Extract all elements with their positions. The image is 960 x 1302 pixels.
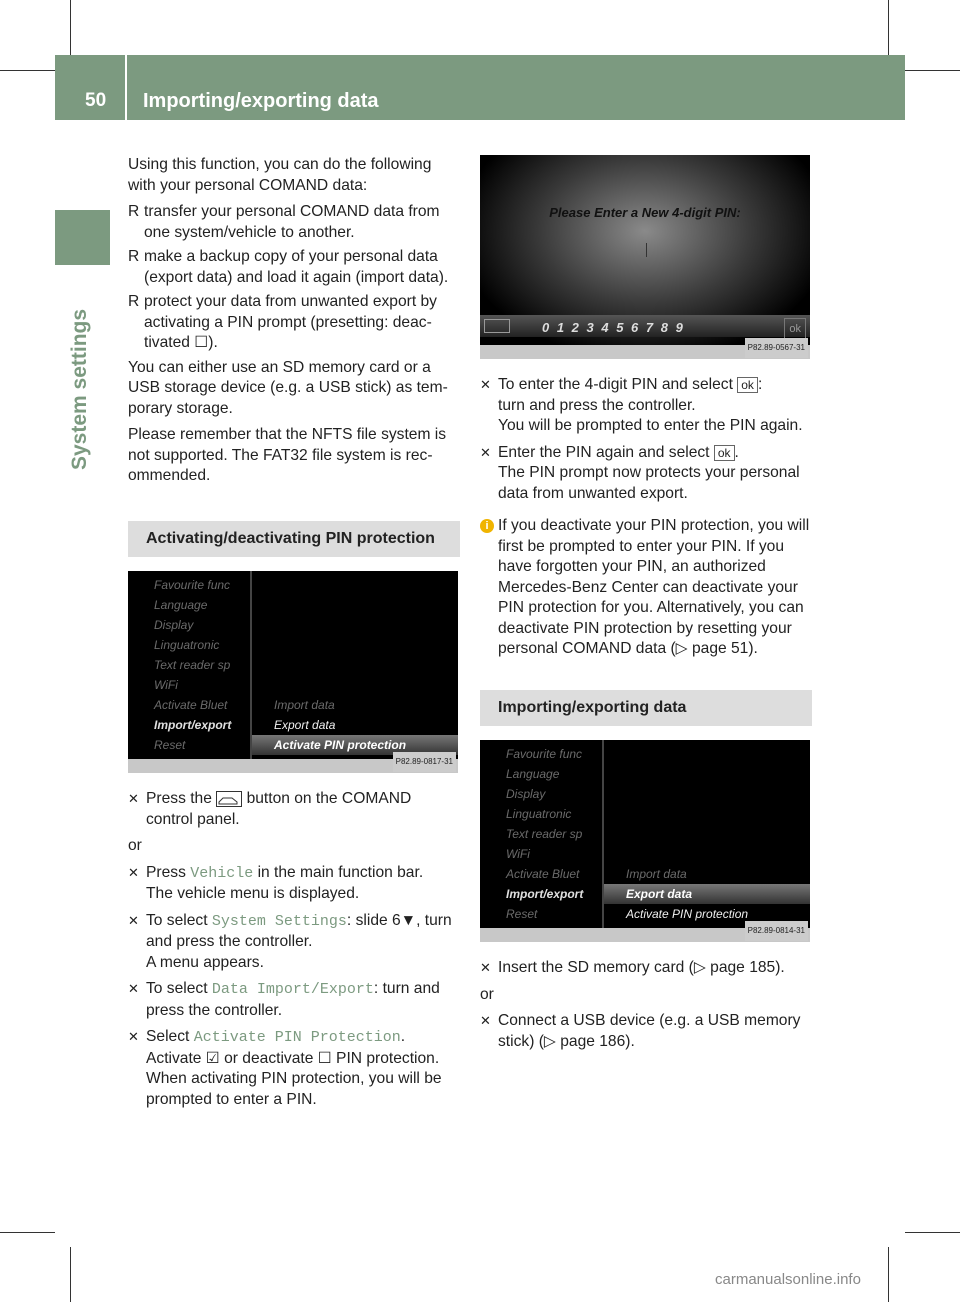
right-column	[480, 155, 812, 1058]
step-arrow-icon: ✕	[128, 912, 139, 928]
crop-mark	[70, 1247, 71, 1302]
step-arrow-icon: ✕	[480, 1013, 491, 1028]
section-heading: Importing/exporting data	[480, 690, 812, 727]
step-item: ✕ Press the button on the COMAND control panel.	[128, 790, 412, 828]
step-arrow-icon: ✕	[128, 981, 139, 996]
back-icon	[484, 319, 510, 333]
car-button-icon	[216, 791, 242, 807]
crop-mark	[905, 1232, 960, 1233]
list-item: R make a backup copy of your personal data (export data) and load it again (import data).	[128, 248, 449, 286]
bullet-icon: R	[128, 293, 140, 310]
step-item: ✕ Select Activate PIN Protection. Activate ☑ or deactivate ☐ PIN protection. When activating PIN protection, you will be prompted to enter a PIN.	[128, 1028, 442, 1108]
list-item: R transfer your personal COMAND data from one system/vehicle to another.	[128, 203, 440, 241]
step-item: ✕ To enter the 4-digit PIN and select ok : turn and press the controller. You will be prompted to enter the PIN again.	[480, 376, 803, 434]
screenshot-pin-menu	[128, 571, 458, 773]
step-item: ✕ To select Data Import/Export: turn and press the controller.	[128, 980, 440, 1019]
step-item: ✕ Connect a USB device (e.g. a USB memory stick) (▷ page 186).	[480, 1012, 801, 1050]
crop-mark	[888, 0, 889, 55]
header-divider	[125, 55, 127, 120]
filesystem-text: Please remember that the NFTS file system is not supported. The FAT32 file system is recommended.	[128, 426, 447, 484]
storage-text: You can either use an SD memory card or a USB storage device (e.g. a USB stick) as temporary storage.	[128, 358, 448, 417]
or-text: or	[480, 985, 494, 1003]
bullet-icon: R	[128, 203, 140, 220]
figure-reference: P82.89-0567-31	[745, 338, 808, 359]
crop-mark	[0, 70, 55, 71]
ok-icon: ok	[737, 377, 758, 393]
step-arrow-icon: ✕	[480, 444, 491, 460]
crop-mark	[0, 1232, 55, 1233]
left-menu: Favourite func Language Display Linguatronic Text reader sp WiFi Activate Bluet Import/export Reset	[154, 578, 232, 752]
step-arrow-icon: ✕	[480, 960, 491, 975]
pin-keypad-bar	[480, 315, 810, 337]
page-number: 50	[85, 90, 107, 111]
page-title: Importing/exporting data	[143, 90, 379, 112]
side-tab-marker	[55, 210, 110, 265]
figure-reference: P82.89-0814-31	[745, 921, 808, 942]
figure-reference: P82.89-0817-31	[393, 752, 456, 773]
pin-prompt: Please Enter a New 4-digit PIN:	[549, 205, 741, 220]
pin-cursor	[646, 243, 647, 257]
step-arrow-icon: ✕	[128, 864, 139, 880]
right-menu: Import data Export data Activate PIN protection	[252, 695, 458, 755]
intro-text: Using this function, you can do the following with your personal COMAND data:	[128, 156, 432, 194]
or-text: or	[128, 837, 142, 854]
list-item: R protect your data from unwanted export by activating a PIN prompt (presetting: deactivated ☐).	[128, 293, 437, 351]
crop-mark	[905, 70, 960, 71]
step-item: ✕ To select System Settings: slide 6▼, turn and press the controller. A menu appears.	[128, 911, 452, 971]
page-header	[55, 55, 905, 120]
section-heading: Activating/deactivating PIN protection	[128, 521, 460, 558]
ok-key: ok	[784, 318, 806, 341]
step-arrow-icon: ✕	[128, 791, 139, 806]
step-item: ✕ Insert the SD memory card (▷ page 185).	[480, 958, 812, 979]
screenshot-export-menu	[480, 740, 810, 942]
section-side-label: System settings	[68, 308, 91, 470]
screenshot-pin-entry	[480, 155, 810, 359]
step-arrow-icon: ✕	[480, 377, 491, 392]
left-menu: Favourite func Language Display Linguatronic Text reader sp WiFi Activate Bluet Import/export Reset	[506, 747, 584, 921]
crop-mark	[70, 0, 71, 55]
step-arrow-icon: ✕	[128, 1029, 139, 1044]
info-icon: i	[480, 519, 494, 533]
bullet-icon: R	[128, 248, 140, 265]
pin-digits: 0 1 2 3 4 5 6 7 8 9	[542, 320, 685, 335]
ok-icon: ok	[714, 445, 735, 461]
footer-watermark: carmanualsonline.info	[715, 1271, 861, 1288]
step-item: ✕ Enter the PIN again and select ok . The PIN prompt now protects your personal data from unwanted export.	[480, 443, 800, 502]
info-note: i If you deactivate your PIN protection, you will first be prompted to enter your PIN. If you have forgotten your PIN, an authorized Mercedes-Benz Center can deactivate your PIN protection for you. Alternatively, you can deactivate PIN protection by resetting your personal COMAND data (▷ page 51).	[480, 516, 812, 660]
right-menu: Import data Export data Activate PIN protection	[604, 864, 810, 924]
step-item: ✕ Press Vehicle in the main function bar. The vehicle menu is displayed.	[128, 863, 424, 902]
left-column	[128, 155, 460, 1116]
crop-mark	[888, 1247, 889, 1302]
